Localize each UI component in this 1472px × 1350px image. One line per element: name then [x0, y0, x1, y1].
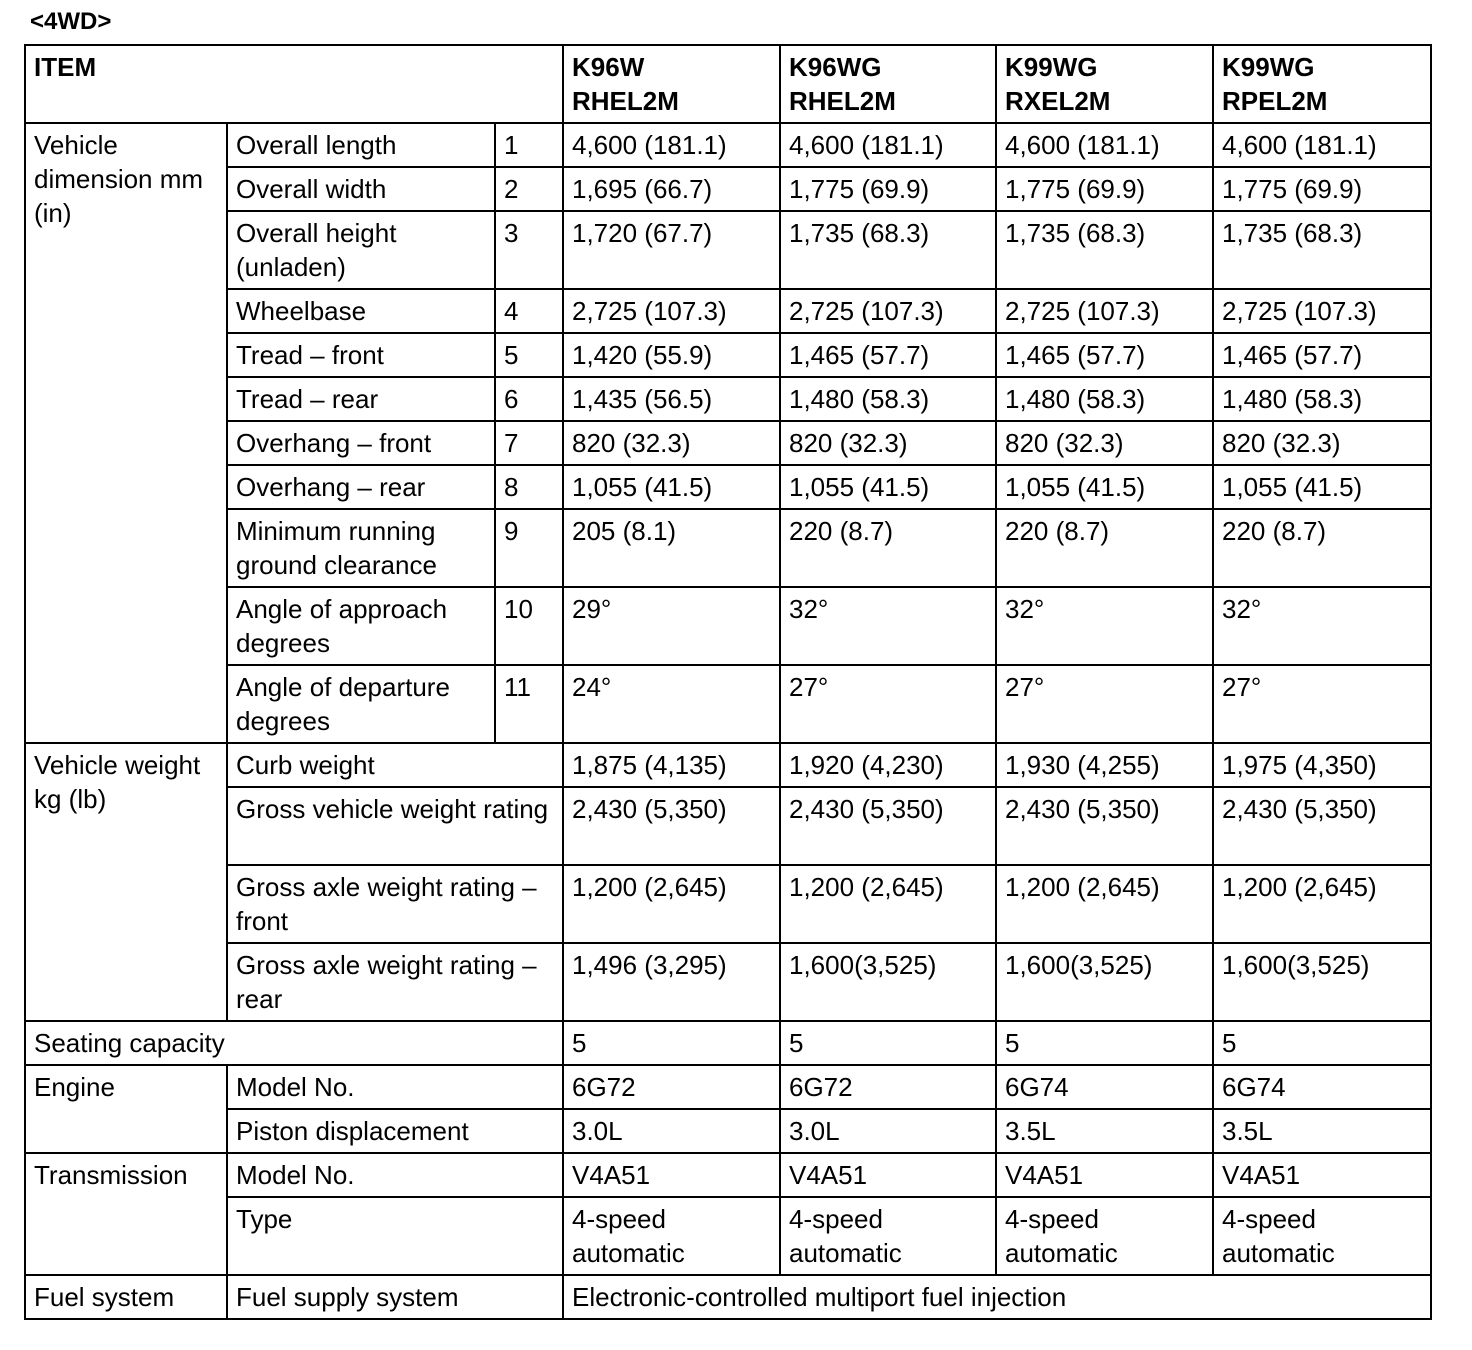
- table-row: [25, 1065, 1431, 1109]
- value-cell: 1,720 (67.7): [563, 211, 780, 289]
- value-cell: 29°: [563, 587, 780, 665]
- model-variant: RXEL2M: [1005, 86, 1111, 116]
- value-cell: 27°: [1213, 665, 1431, 743]
- item-number: 10: [495, 587, 563, 665]
- value-cell: V4A51: [780, 1153, 996, 1197]
- value-cell: 1,496 (3,295): [563, 943, 780, 1021]
- value-cell: 1,200 (2,645): [1213, 865, 1431, 943]
- value-cell: 2,430 (5,350): [563, 787, 780, 865]
- item-label: Wheelbase: [227, 289, 495, 333]
- model-code: K96WG: [789, 52, 882, 82]
- value-cell: 1,875 (4,135): [563, 743, 780, 787]
- value-cell: 3.5L: [996, 1109, 1213, 1153]
- item-number: 8: [495, 465, 563, 509]
- table-row: [25, 211, 1431, 289]
- item-label: Overhang – front: [227, 421, 495, 465]
- header-model-cell: [780, 45, 996, 123]
- value-cell: 820 (32.3): [780, 421, 996, 465]
- value-cell: 1,465 (57.7): [1213, 333, 1431, 377]
- table-row: [25, 865, 1431, 943]
- value-cell: 27°: [996, 665, 1213, 743]
- model-variant: RPEL2M: [1222, 86, 1328, 116]
- header-item-cell: ITEM: [25, 45, 563, 123]
- table-row: [25, 377, 1431, 421]
- value-cell: 1,775 (69.9): [996, 167, 1213, 211]
- item-number: 2: [495, 167, 563, 211]
- value-cell: 1,055 (41.5): [1213, 465, 1431, 509]
- value-cell: 1,600(3,525): [780, 943, 996, 1021]
- header-model-cell: [563, 45, 780, 123]
- value-cell: 6G74: [1213, 1065, 1431, 1109]
- value-cell: 1,600(3,525): [996, 943, 1213, 1021]
- value-cell: 32°: [1213, 587, 1431, 665]
- value-cell: 6G72: [563, 1065, 780, 1109]
- value-cell: 4-speed automatic: [996, 1197, 1213, 1275]
- value-cell: 6G72: [780, 1065, 996, 1109]
- value-cell: 1,735 (68.3): [780, 211, 996, 289]
- table-row: [25, 1109, 1431, 1153]
- value-cell: 4,600 (181.1): [1213, 123, 1431, 167]
- value-cell: 820 (32.3): [996, 421, 1213, 465]
- item-label: Overhang – rear: [227, 465, 495, 509]
- table-row: [25, 1197, 1431, 1275]
- item-label: Model No.: [227, 1065, 563, 1109]
- table-row: [25, 1153, 1431, 1197]
- item-number: 6: [495, 377, 563, 421]
- value-cell: 1,695 (66.7): [563, 167, 780, 211]
- value-cell: 32°: [780, 587, 996, 665]
- table-row: [25, 289, 1431, 333]
- value-cell: 1,435 (56.5): [563, 377, 780, 421]
- model-code: K96W: [572, 52, 645, 82]
- group-label-weight: Vehicle weight kg (lb): [25, 743, 227, 1021]
- value-cell: 820 (32.3): [563, 421, 780, 465]
- value-cell: 1,920 (4,230): [780, 743, 996, 787]
- value-cell: 27°: [780, 665, 996, 743]
- value-cell: 2,725 (107.3): [563, 289, 780, 333]
- item-label: Tread – rear: [227, 377, 495, 421]
- value-cell: 1,600(3,525): [1213, 943, 1431, 1021]
- value-cell: 3.0L: [780, 1109, 996, 1153]
- value-cell: 4-speed automatic: [563, 1197, 780, 1275]
- item-label: Angle of departure degrees: [227, 665, 495, 743]
- value-cell: 1,200 (2,645): [996, 865, 1213, 943]
- value-cell: 220 (8.7): [1213, 509, 1431, 587]
- table-row: [25, 665, 1431, 743]
- value-cell: 1,775 (69.9): [780, 167, 996, 211]
- value-cell: 5: [563, 1021, 780, 1065]
- value-cell: 220 (8.7): [996, 509, 1213, 587]
- value-cell: 4-speed automatic: [1213, 1197, 1431, 1275]
- value-cell: V4A51: [563, 1153, 780, 1197]
- value-cell: 1,735 (68.3): [1213, 211, 1431, 289]
- header-row: [25, 45, 1431, 123]
- value-cell: 1,975 (4,350): [1213, 743, 1431, 787]
- table-row: [25, 787, 1431, 865]
- group-label-engine: Engine: [25, 1065, 227, 1153]
- value-cell: 3.0L: [563, 1109, 780, 1153]
- value-cell: 1,480 (58.3): [996, 377, 1213, 421]
- value-cell: 2,430 (5,350): [1213, 787, 1431, 865]
- model-variant: RHEL2M: [572, 86, 679, 116]
- table-row: [25, 333, 1431, 377]
- table-row: [25, 943, 1431, 1021]
- value-cell: 2,430 (5,350): [996, 787, 1213, 865]
- value-cell: 5: [1213, 1021, 1431, 1065]
- value-cell: 5: [996, 1021, 1213, 1065]
- item-label: Angle of approach degrees: [227, 587, 495, 665]
- value-cell: 1,735 (68.3): [996, 211, 1213, 289]
- value-cell: 1,480 (58.3): [1213, 377, 1431, 421]
- value-cell: 1,200 (2,645): [563, 865, 780, 943]
- item-number: 11: [495, 665, 563, 743]
- item-label: Minimum running ground clearance: [227, 509, 495, 587]
- value-cell: 1,055 (41.5): [563, 465, 780, 509]
- item-label: Overall height (unladen): [227, 211, 495, 289]
- value-cell: 2,725 (107.3): [780, 289, 996, 333]
- value-cell: 1,465 (57.7): [996, 333, 1213, 377]
- value-cell: 1,420 (55.9): [563, 333, 780, 377]
- item-label-seating: Seating capacity: [25, 1021, 563, 1065]
- table-row: [25, 421, 1431, 465]
- specifications-table: [24, 44, 1432, 1320]
- table-row: [25, 1275, 1431, 1319]
- item-number: 5: [495, 333, 563, 377]
- value-cell: 3.5L: [1213, 1109, 1431, 1153]
- value-cell: 205 (8.1): [563, 509, 780, 587]
- item-label: Type: [227, 1197, 563, 1275]
- value-cell: 4,600 (181.1): [996, 123, 1213, 167]
- item-label: Overall width: [227, 167, 495, 211]
- value-cell: 1,055 (41.5): [780, 465, 996, 509]
- item-label: Gross axle weight rating – front: [227, 865, 563, 943]
- value-cell: 24°: [563, 665, 780, 743]
- model-code: K99WG: [1222, 52, 1315, 82]
- value-cell: V4A51: [1213, 1153, 1431, 1197]
- table-row: [25, 465, 1431, 509]
- value-cell: V4A51: [996, 1153, 1213, 1197]
- value-cell: 2,430 (5,350): [780, 787, 996, 865]
- table-row: [25, 1021, 1431, 1065]
- item-label: Overall length: [227, 123, 495, 167]
- page-title: <4WD>: [30, 8, 112, 35]
- value-cell: 1,775 (69.9): [1213, 167, 1431, 211]
- item-number: 9: [495, 509, 563, 587]
- value-cell: 4,600 (181.1): [780, 123, 996, 167]
- value-cell: 4,600 (181.1): [563, 123, 780, 167]
- table-row: [25, 167, 1431, 211]
- value-cell: 32°: [996, 587, 1213, 665]
- header-model-cell: [1213, 45, 1431, 123]
- item-label: Tread – front: [227, 333, 495, 377]
- item-label: Piston displacement: [227, 1109, 563, 1153]
- value-cell: 6G74: [996, 1065, 1213, 1109]
- value-cell: 1,480 (58.3): [780, 377, 996, 421]
- value-cell: 2,725 (107.3): [1213, 289, 1431, 333]
- table-row: [25, 509, 1431, 587]
- item-label: Fuel supply system: [227, 1275, 563, 1319]
- value-cell: 1,465 (57.7): [780, 333, 996, 377]
- item-label: Curb weight: [227, 743, 563, 787]
- value-cell: 1,200 (2,645): [780, 865, 996, 943]
- item-label: Gross axle weight rating – rear: [227, 943, 563, 1021]
- model-code: K99WG: [1005, 52, 1098, 82]
- group-label-transmission: Transmission: [25, 1153, 227, 1275]
- value-cell: 1,930 (4,255): [996, 743, 1213, 787]
- item-label: Model No.: [227, 1153, 563, 1197]
- item-number: 4: [495, 289, 563, 333]
- item-number: 1: [495, 123, 563, 167]
- value-cell: 5: [780, 1021, 996, 1065]
- group-label-dimension: Vehicle dimension mm (in): [25, 123, 227, 743]
- table-row: [25, 587, 1431, 665]
- value-cell: 4-speed automatic: [780, 1197, 996, 1275]
- item-label: Gross vehicle weight rating: [227, 787, 563, 865]
- header-model-cell: [996, 45, 1213, 123]
- model-variant: RHEL2M: [789, 86, 896, 116]
- value-cell-merged: Electronic-controlled multiport fuel injection: [563, 1275, 1431, 1319]
- group-label-fuel: Fuel system: [25, 1275, 227, 1319]
- value-cell: 2,725 (107.3): [996, 289, 1213, 333]
- table-row: [25, 743, 1431, 787]
- value-cell: 1,055 (41.5): [996, 465, 1213, 509]
- value-cell: 220 (8.7): [780, 509, 996, 587]
- value-cell: 820 (32.3): [1213, 421, 1431, 465]
- item-number: 7: [495, 421, 563, 465]
- table-row: [25, 123, 1431, 167]
- item-number: 3: [495, 211, 563, 289]
